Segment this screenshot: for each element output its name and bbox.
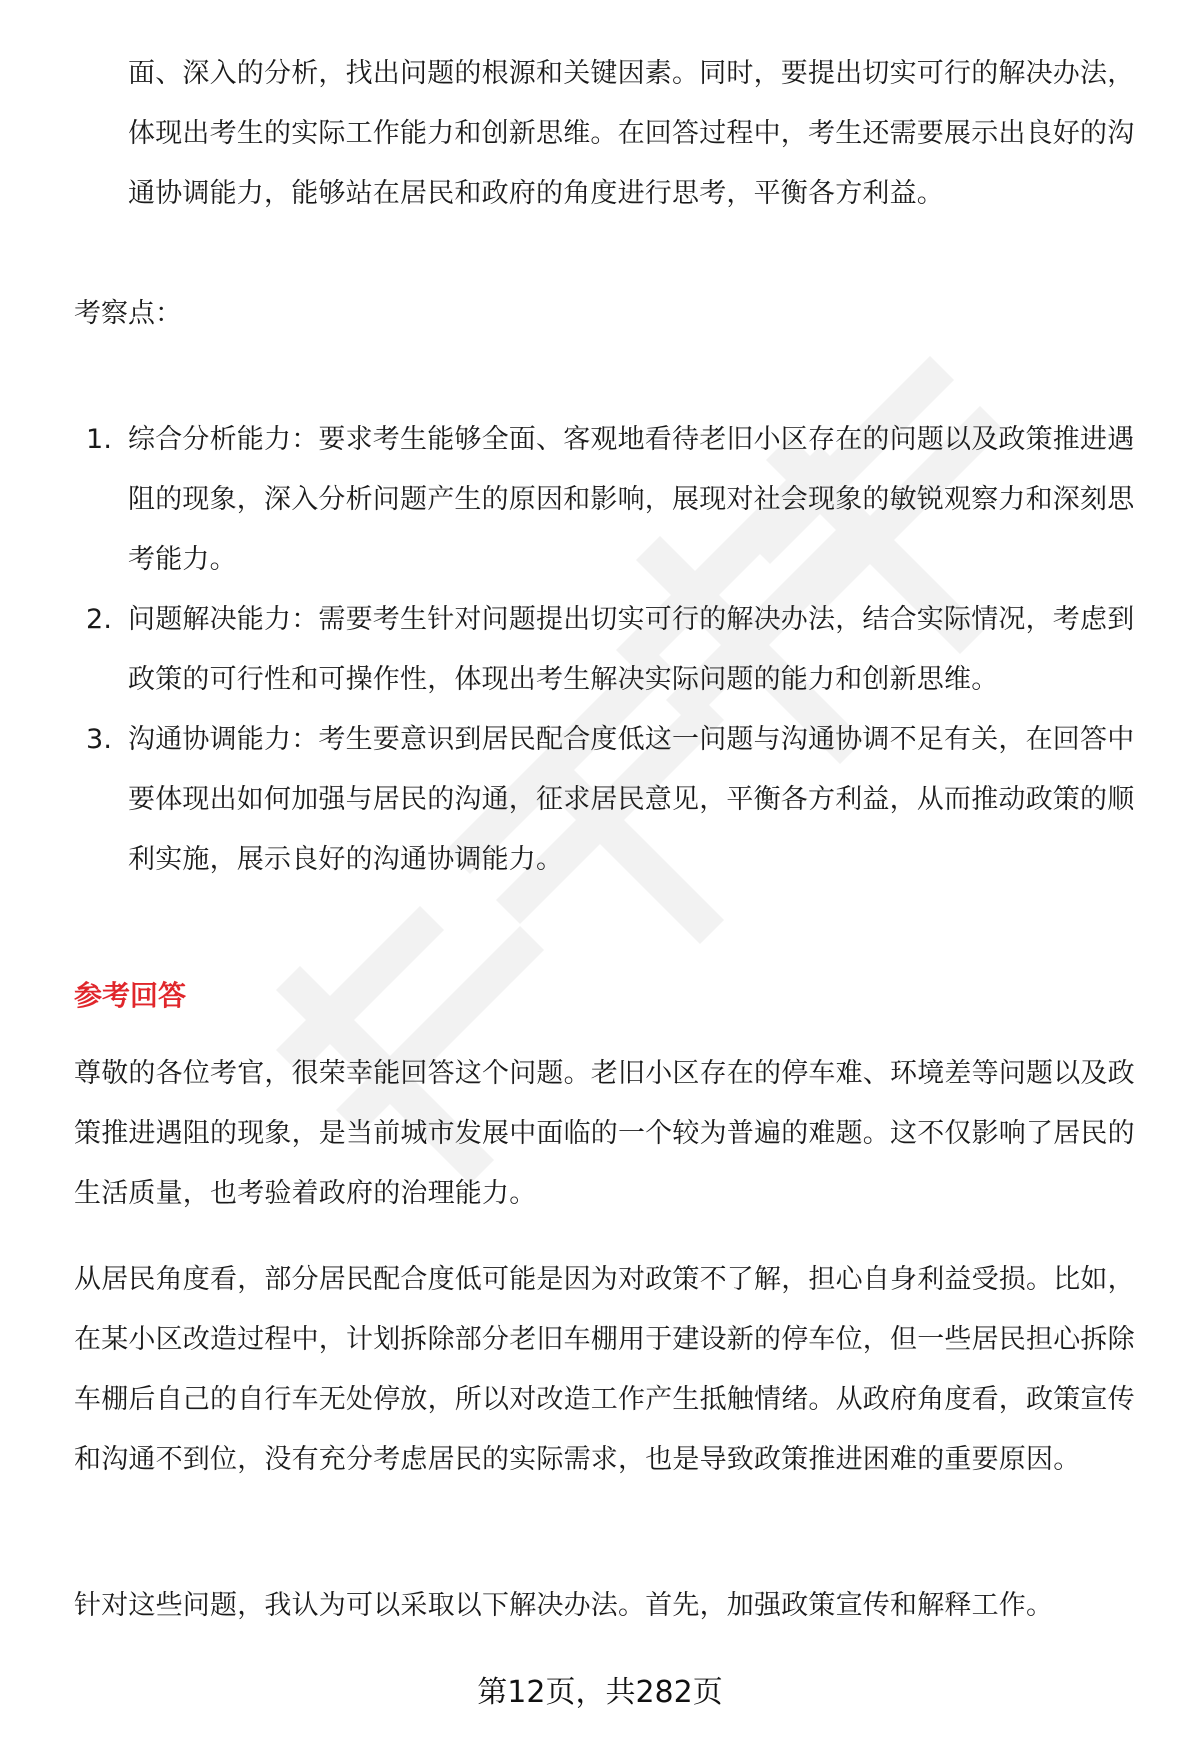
points-list: [0, 410, 1200, 890]
answer-heading: 参考回答: [74, 979, 187, 1012]
intro-paragraph: 面、深入的分析，找出问题的根源和关键因素。同时，要提出切实可行的解决办法，体现出考生的实际工作能力和创新思维。在回答过程中，考生还需要展示出良好的沟通协调能力，能够站在居民和政府的角度进行思考，平衡各方利益。: [128, 58, 1135, 209]
list-item-text: 综合分析能力：要求考生能够全面、客观地看待老旧小区存在的问题以及政策推进遇阻的现象，深入分析问题产生的原因和影响，展现对社会现象的敏锐观察力和深刻思考能力。: [128, 424, 1135, 575]
answer-paragraph-2: 从居民角度看，部分居民配合度低可能是因为对政策不了解，担心自身利益受损。比如，在某小区改造过程中，计划拆除部分老旧车棚用于建设新的停车位，但一些居民担心拆除车棚后自己的自行车无处停放，所以对改造工作产生抵触情绪。从政府角度看，政策宣传和沟通不到位，没有充分考虑居民的实际需求，也是导致政策推进困难的重要原因。: [74, 1264, 1135, 1475]
answer-paragraph-3: 针对这些问题，我认为可以采取以下解决办法。首先，加强政策宣传和解释工作。: [74, 1590, 1054, 1621]
list-item-number: 2.: [86, 604, 113, 635]
list-item: [0, 590, 1144, 710]
list-item: [0, 710, 1144, 890]
points-label: 考察点：: [74, 298, 182, 329]
list-item-number: 1.: [86, 424, 113, 455]
list-item-text: 问题解决能力：需要考生针对问题提出切实可行的解决办法，结合实际情况，考虑到政策的可行性和可操作性，体现出考生解决实际问题的能力和创新思维。: [128, 604, 1135, 695]
answer-paragraph-1: 尊敬的各位考官，很荣幸能回答这个问题。老旧小区存在的停车难、环境差等问题以及政策推进遇阻的现象，是当前城市发展中面临的一个较为普遍的难题。这不仅影响了居民的生活质量，也考验着政府的治理能力。: [74, 1058, 1135, 1209]
list-item: [0, 410, 1144, 590]
page-number-footer: 第12页，共282页: [477, 1675, 723, 1710]
list-item-text: 沟通协调能力：考生要意识到居民配合度低这一问题与沟通协调不足有关，在回答中要体现出如何加强与居民的沟通，征求居民意见，平衡各方利益，从而推动政策的顺利实施，展示良好的沟通协调能力。: [128, 724, 1135, 875]
list-item-number: 3.: [86, 724, 113, 755]
